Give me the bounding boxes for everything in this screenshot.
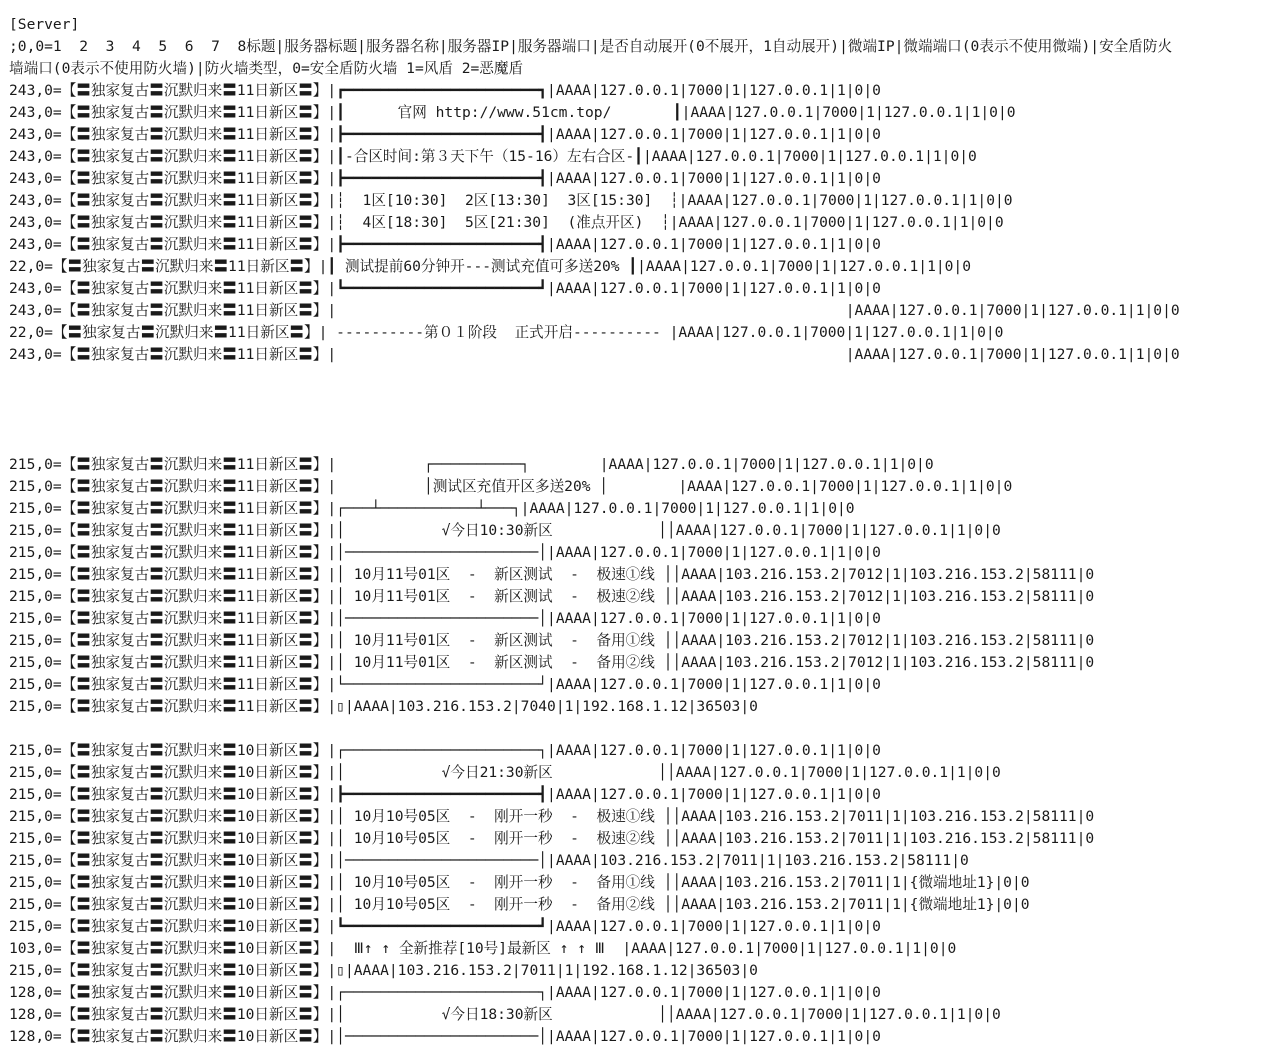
text-line: 215,0=【〓独家复古〓沉默归来〓10日新区〓】|│ 10月10号05区 - 刚开一秒 - 极速②线 ││AAAA|103.216.153.2|7011|1|103.216.153.2|58111|0 (9, 830, 1095, 847)
text-line: 128,0=【〓独家复古〓沉默归来〓10日新区〓】|┌──────────────────────┐|AAAA|127.0.0.1|7000|1|127.0.0.1|1|0|0 (9, 984, 881, 1001)
text-line: 215,0=【〓独家复古〓沉默归来〓10日新区〓】|│──────────────────────│|AAAA|103.216.153.2|7011|1|103.216.153.2|58111|0 (9, 852, 969, 869)
text-line: 215,0=【〓独家复古〓沉默归来〓10日新区〓】|┗━━━━━━━━━━━━━━━━━━━━━━┛|AAAA|127.0.0.1|7000|1|127.0.0.1|1|0|0 (9, 918, 881, 935)
text-line: 215,0=【〓独家复古〓沉默归来〓11日新区〓】| ┌──────────┐ |AAAA|127.0.0.1|7000|1|127.0.0.1|1|0|0 (9, 456, 934, 473)
text-line: 243,0=【〓独家复古〓沉默归来〓11日新区〓】|┏━━━━━━━━━━━━━━━━━━━━━━┓|AAAA|127.0.0.1|7000|1|127.0.0.1|1|0|0 (9, 82, 881, 99)
text-line (9, 410, 1280, 432)
text-line: 215,0=【〓独家复古〓沉默归来〓11日新区〓】|│──────────────────────│|AAAA|127.0.0.1|7000|1|127.0.0.1|1|0|0 (9, 544, 881, 561)
text-line: 215,0=【〓独家复古〓沉默归来〓11日新区〓】|┌───┴───────────┴───┐|AAAA|127.0.0.1|7000|1|127.0.0.1|1|0|0 (9, 500, 855, 517)
text-line: 103,0=【〓独家复古〓沉默归来〓10日新区〓】| Ⅲ↑ ↑ 全新推荐[10号]最新区 ↑ ↑ Ⅲ |AAAA|127.0.0.1|7000|1|127.0.0.1|1|0|0 (9, 940, 957, 957)
text-line: 22,0=【〓独家复古〓沉默归来〓11日新区〓】| ----------第０１阶段 正式开启---------- |AAAA|127.0.0.1|7000|1|127.0.0.1|1|0|0 (9, 324, 1004, 341)
text-line: 墙端口(0表示不使用防火墙)|防火墙类型，0=安全盾防火墙 1=风盾 2=恶魔盾 (9, 60, 524, 77)
text-line: 215,0=【〓独家复古〓沉默归来〓10日新区〓】|┣━━━━━━━━━━━━━━━━━━━━━━┫|AAAA|127.0.0.1|7000|1|127.0.0.1|1|0|0 (9, 786, 881, 803)
text-line: 243,0=【〓独家复古〓沉默归来〓11日新区〓】|┣━━━━━━━━━━━━━━━━━━━━━━┫|AAAA|127.0.0.1|7000|1|127.0.0.1|1|0|0 (9, 236, 881, 253)
text-line: 22,0=【〓独家复古〓沉默归来〓11日新区〓】|┃ 测试提前60分钟开---测试充值可多送20% ┃|AAAA|127.0.0.1|7000|1|127.0.0.1|1|0|0 (9, 258, 972, 275)
text-line: 243,0=【〓独家复古〓沉默归来〓11日新区〓】|┆ 4区[18:30] 5区[21:30] (准点开区) ┆|AAAA|127.0.0.1|7000|1|127.0.0.1|1|0|0 (9, 214, 1004, 231)
text-line: 215,0=【〓独家复古〓沉默归来〓11日新区〓】|│ 10月11号01区 - 新区测试 - 极速②线 ││AAAA|103.216.153.2|7012|1|103.216.153.2|58111|0 (9, 588, 1095, 605)
text-line: 215,0=【〓独家复古〓沉默归来〓11日新区〓】|│ 10月11号01区 - 新区测试 - 备用②线 ││AAAA|103.216.153.2|7012|1|103.216.153.2|58111|0 (9, 654, 1095, 671)
text-line: 215,0=【〓独家复古〓沉默归来〓11日新区〓】|│ √今日10:30新区 ││AAAA|127.0.0.1|7000|1|127.0.0.1|1|0|0 (9, 522, 1001, 539)
text-line: 243,0=【〓独家复古〓沉默归来〓11日新区〓】|┆ 1区[10:30] 2区[13:30] 3区[15:30] ┆|AAAA|127.0.0.1|7000|1|127.0.0.1|1|0|0 (9, 192, 1013, 209)
text-line: 243,0=【〓独家复古〓沉默归来〓11日新区〓】|┣━━━━━━━━━━━━━━━━━━━━━━┫|AAAA|127.0.0.1|7000|1|127.0.0.1|1|0|0 (9, 126, 881, 143)
text-line: 215,0=【〓独家复古〓沉默归来〓11日新区〓】|└──────────────────────┘|AAAA|127.0.0.1|7000|1|127.0.0.1|1|0|0 (9, 676, 881, 693)
text-line (9, 432, 1280, 454)
text-line: ;0,0=1 2 3 4 5 6 7 8标题|服务器标题|服务器名称|服务器IP|服务器端口|是否自动展开(0不展开，1自动展开)|微端IP|微端端口(0表示不使用微端)|安全盾防火 (9, 38, 1173, 55)
text-line: 243,0=【〓独家复古〓沉默归来〓11日新区〓】| |AAAA|127.0.0.1|7000|1|127.0.0.1|1|0|0 (9, 346, 1180, 363)
text-line: [Server] (9, 16, 80, 33)
text-line: 215,0=【〓独家复古〓沉默归来〓10日新区〓】|│ √今日21:30新区 ││AAAA|127.0.0.1|7000|1|127.0.0.1|1|0|0 (9, 764, 1001, 781)
text-line: 215,0=【〓独家复古〓沉默归来〓10日新区〓】|▯|AAAA|103.216.153.2|7011|1|192.168.1.12|36503|0 (9, 962, 758, 979)
text-line: 215,0=【〓独家复古〓沉默归来〓10日新区〓】|│ 10月10号05区 - 刚开一秒 - 备用②线 ││AAAA|103.216.153.2|7011|1|{微端地址1}|0|0 (9, 896, 1030, 913)
text-line: 128,0=【〓独家复古〓沉默归来〓10日新区〓】|│ √今日18:30新区 ││AAAA|127.0.0.1|7000|1|127.0.0.1|1|0|0 (9, 1006, 1001, 1023)
text-line: 215,0=【〓独家复古〓沉默归来〓11日新区〓】|▯|AAAA|103.216.153.2|7040|1|192.168.1.12|36503|0 (9, 698, 758, 715)
text-line: 215,0=【〓独家复古〓沉默归来〓11日新区〓】|│ 10月11号01区 - 新区测试 - 极速①线 ││AAAA|103.216.153.2|7012|1|103.216.153.2|58111|0 (9, 566, 1095, 583)
text-line: 215,0=【〓独家复古〓沉默归来〓10日新区〓】|│ 10月10号05区 - 刚开一秒 - 备用①线 ││AAAA|103.216.153.2|7011|1|{微端地址1}|0|0 (9, 874, 1030, 891)
text-line: 215,0=【〓独家复古〓沉默归来〓11日新区〓】| │测试区充值开区多送20% │ |AAAA|127.0.0.1|7000|1|127.0.0.1|1|0|0 (9, 478, 1013, 495)
text-line: 215,0=【〓独家复古〓沉默归来〓10日新区〓】|┌──────────────────────┐|AAAA|127.0.0.1|7000|1|127.0.0.1|1|0|0 (9, 742, 881, 759)
text-line (9, 388, 1280, 410)
text-line: 243,0=【〓独家复古〓沉默归来〓11日新区〓】| |AAAA|127.0.0.1|7000|1|127.0.0.1|1|0|0 (9, 302, 1180, 319)
text-line (9, 718, 1280, 740)
text-line: 128,0=【〓独家复古〓沉默归来〓10日新区〓】|│──────────────────────│|AAAA|127.0.0.1|7000|1|127.0.0.1|1|0|0 (9, 1028, 881, 1045)
text-line (9, 366, 1280, 388)
text-line: 243,0=【〓独家复古〓沉默归来〓11日新区〓】|┃-合区时间:第３天下午（15-16）左右合区-┃|AAAA|127.0.0.1|7000|1|127.0.0.1|1|0|0 (9, 148, 977, 165)
text-line: 215,0=【〓独家复古〓沉默归来〓11日新区〓】|│──────────────────────│|AAAA|127.0.0.1|7000|1|127.0.0.1|1|0|0 (9, 610, 881, 627)
text-line: 243,0=【〓独家复古〓沉默归来〓11日新区〓】|┣━━━━━━━━━━━━━━━━━━━━━━┫|AAAA|127.0.0.1|7000|1|127.0.0.1|1|0|0 (9, 170, 881, 187)
text-line: 215,0=【〓独家复古〓沉默归来〓10日新区〓】|│ 10月10号05区 - 刚开一秒 - 极速①线 ││AAAA|103.216.153.2|7011|1|103.216.153.2|58111|0 (9, 808, 1095, 825)
text-line: 243,0=【〓独家复古〓沉默归来〓11日新区〓】|┗━━━━━━━━━━━━━━━━━━━━━━┛|AAAA|127.0.0.1|7000|1|127.0.0.1|1|0|0 (9, 280, 881, 297)
text-line: 243,0=【〓独家复古〓沉默归来〓11日新区〓】|┃ 官网 http://www.51cm.top/ ┃|AAAA|127.0.0.1|7000|1|127.0.0.1|1|0|0 (9, 104, 1016, 121)
text-line: 215,0=【〓独家复古〓沉默归来〓11日新区〓】|│ 10月11号01区 - 新区测试 - 备用①线 ││AAAA|103.216.153.2|7012|1|103.216.153.2|58111|0 (9, 632, 1095, 649)
